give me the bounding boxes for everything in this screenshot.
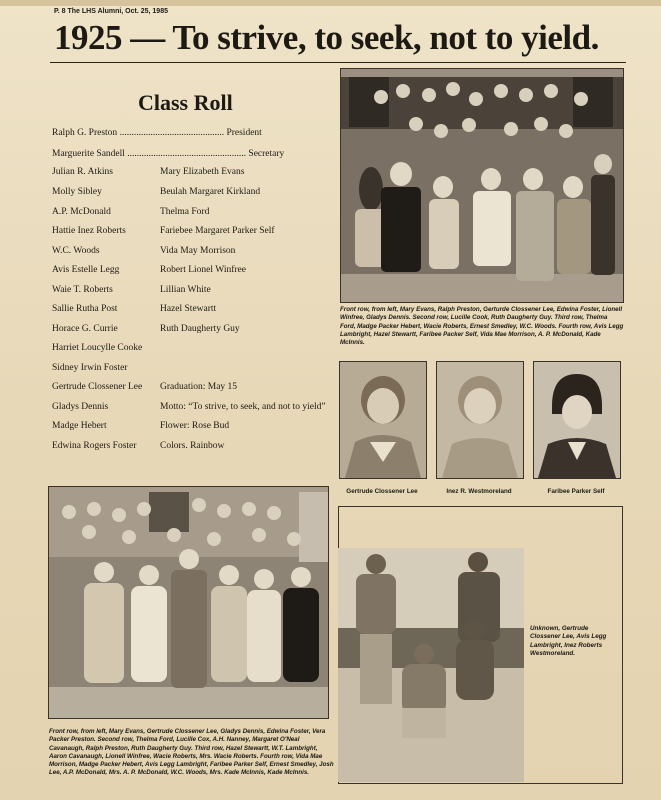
roster-name: Vida May Morrison [160, 246, 236, 256]
class-colors: Colors. Rainbow [160, 441, 225, 451]
roster-name: Robert Lionel Winfree [160, 265, 246, 275]
portrait-caption: Gertrude Clossener Lee [346, 488, 418, 495]
roster-name: Sallie Rutha Post [52, 304, 118, 314]
roster-name: Harriet Loucylle Cooke [52, 343, 143, 353]
roster-name: Sidney Irwin Foster [52, 363, 128, 373]
roster-name: Thelma Ford [160, 207, 210, 217]
roster-name: Fariebee Margaret Parker Self [160, 226, 275, 236]
roster-name: Julian R. Atkins [52, 167, 113, 177]
officer-role: Secretary [248, 149, 285, 159]
class-flower: Flower: Rose Bud [160, 421, 230, 431]
portrait-caption: Inez R. Westmoreland [446, 488, 512, 495]
portrait-inez-westmoreland [436, 361, 524, 479]
roster-name: Mary Elizabeth Evans [160, 167, 245, 177]
portrait-gertrude-clossener-lee [339, 361, 427, 479]
roster-name: Edwina Rogers Foster [52, 441, 137, 451]
roster-name: Avis Estelle Legg [52, 265, 120, 275]
roster-name: Waie T. Roberts [52, 285, 113, 295]
roster-name: W.C. Woods [52, 246, 100, 256]
roster-name: Hattie Inez Roberts [52, 226, 126, 236]
group-photo-1950s-reunion [340, 68, 624, 303]
group-photo-reunion [48, 486, 329, 719]
outdoor-photo-caption: Unknown, Gertrude Clossener Lee, Avis Legg Lambright, Inez Roberts Westmoreland. [530, 625, 607, 657]
portrait-caption: Faribee Parker Self [547, 488, 605, 495]
roster-name: Beulah Margaret Kirkland [160, 187, 261, 197]
outdoor-group-photo [338, 548, 524, 782]
officer-secretary-row [52, 149, 284, 159]
officer-name: Marguerite Sandell [52, 149, 125, 159]
roster-name: Hazel Stewartt [160, 304, 217, 314]
roster-name: Gertrude Clossener Lee [52, 382, 143, 392]
top-photo-caption: Front row, from left, Mary Evans, Ralph Preston, Gerturde Clossener Lee, Edwina Foster, Lionell Winfree, Gladys Dennis. Second row, Lucille Cook, Ruth Daugherty Guy. Third row, Thelma Ford, Madge Packer Hebert, Wacie Roberts, Ernest Smedley, W.C. Woods. Fourth row, Avis Legg Lambright, Hazel Stewartt, Faribee Packer Self, Vida Mae Morrison, A. P. McDonald, Kade McInnis. [340, 306, 624, 347]
class-motto: Motto: “To strive, to seek, and not to yield” [160, 402, 326, 412]
headline-rule [50, 62, 626, 63]
masthead: P. 8 The LHS Alumni, Oct. 25, 1985 [54, 8, 168, 15]
roster-name: Gladys Dennis [52, 402, 109, 412]
bottom-photo-caption: Front row, from left, Mary Evans, Gertrude Clossener Lee, Gladys Dennis, Edwina Foster, Vera Packer Preston. Second row, Thelma Ford, Lucille Cox, A.H. Nanney, Margaret O'Neal Cavanaugh, Ralph Preston, Ruth Daugherty Guy. Third row, Hazel Stewartt, W.T. Lambright, Aaron Cavanaugh, Lionell Winfree, Wacie Roberts, Mrs. Wacie Roberts. Fourth row, Vida Mae Morrison, Madge Packer Hebert, Avis Legg Lambright, Faribee Parker Self, Ernest Smedley, Josh Lee, A.P. McDonald, Mrs. A. P. McDonald, W.C. Woods, Mrs. Kade McInnis, Kade McInnis. [49, 728, 334, 777]
roster-name: Horace G. Currie [52, 324, 118, 334]
officer-president-row [52, 128, 262, 138]
roster-name: Ruth Daugherty Guy [160, 324, 240, 334]
roster-name: Lillian White [160, 285, 211, 295]
class-roll-title: Class Roll [138, 90, 233, 115]
officer-name: Ralph G. Preston [52, 128, 118, 138]
roster-name: Madge Hebert [52, 421, 107, 431]
leader-dots: .................................................. [127, 149, 247, 159]
leader-dots: ............................................ [119, 128, 225, 138]
graduation-date: Graduation: May 15 [160, 382, 238, 392]
headline: 1925 — To strive, to seek, not to yield. [54, 18, 599, 57]
portrait-faribee-parker-self [533, 361, 621, 479]
top-strip [0, 0, 661, 6]
officer-role: President [226, 128, 262, 138]
roster-name: A.P. McDonald [52, 207, 111, 217]
roster-name: Molly Sibley [52, 187, 102, 197]
